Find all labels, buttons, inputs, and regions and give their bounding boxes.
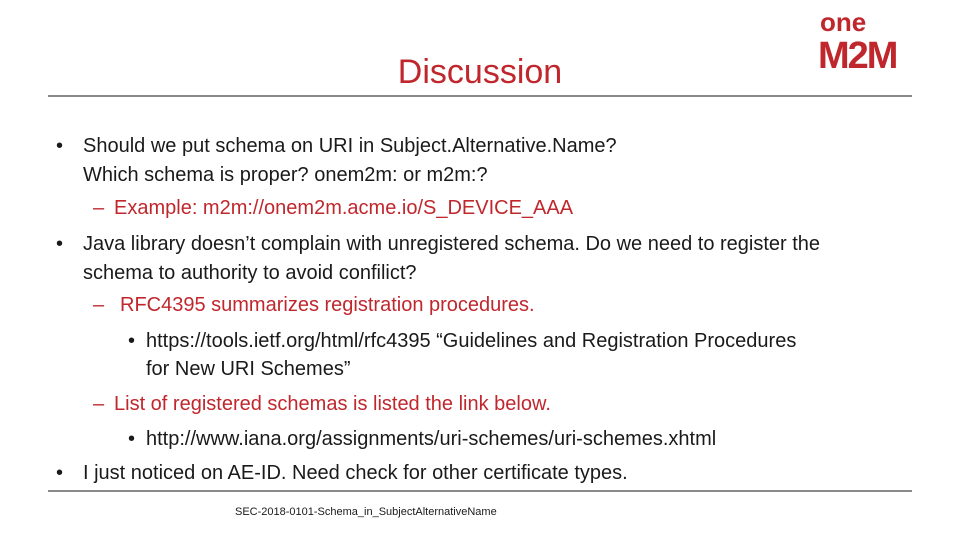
footer-doc-id: SEC-2018-0101-Schema_in_SubjectAlternativeName bbox=[235, 506, 497, 518]
footer-divider bbox=[48, 490, 912, 492]
rfc-link-line-1: https://tools.ietf.org/html/rfc4395 “Guidelines and Registration Procedures bbox=[146, 330, 797, 352]
slide-title: Discussion bbox=[397, 53, 563, 91]
rfc-link-line-2: for New URI Schemes” bbox=[146, 358, 351, 380]
sub-bullet-dash: – bbox=[93, 294, 105, 316]
logo-text-bottom: M2M bbox=[818, 35, 897, 72]
bullet-marker: • bbox=[128, 428, 136, 450]
sub-bullet-example: Example: m2m://onem2m.acme.io/S_DEVICE_AAA bbox=[114, 197, 574, 219]
bullet-3-line-1: I just noticed on AE-ID. Need check for other certificate types. bbox=[83, 462, 628, 484]
bullet-marker: • bbox=[56, 462, 64, 484]
logo-text-top: one bbox=[820, 8, 867, 37]
sub-bullet-registered-list: List of registered schemas is listed the link below. bbox=[114, 393, 551, 415]
iana-link: http://www.iana.org/assignments/uri-schemes/uri-schemes.xhtml bbox=[146, 428, 717, 450]
sub-bullet-dash: – bbox=[93, 197, 105, 219]
bullet-1-line-1: Should we put schema on URI in Subject.Alternative.Name? bbox=[83, 135, 617, 157]
bullet-marker: • bbox=[56, 135, 64, 157]
sub-bullet-dash: – bbox=[93, 393, 105, 415]
sub-bullet-rfc: RFC4395 summarizes registration procedures. bbox=[120, 294, 535, 316]
bullet-marker: • bbox=[128, 330, 136, 352]
bullet-marker: • bbox=[56, 233, 64, 255]
bullet-1-line-2: Which schema is proper? onem2m: or m2m:? bbox=[83, 164, 488, 186]
bullet-2-line-2: schema to authority to avoid confilict? bbox=[83, 262, 417, 284]
bullet-2-line-1: Java library doesn’t complain with unregistered schema. Do we need to register the bbox=[83, 233, 821, 255]
